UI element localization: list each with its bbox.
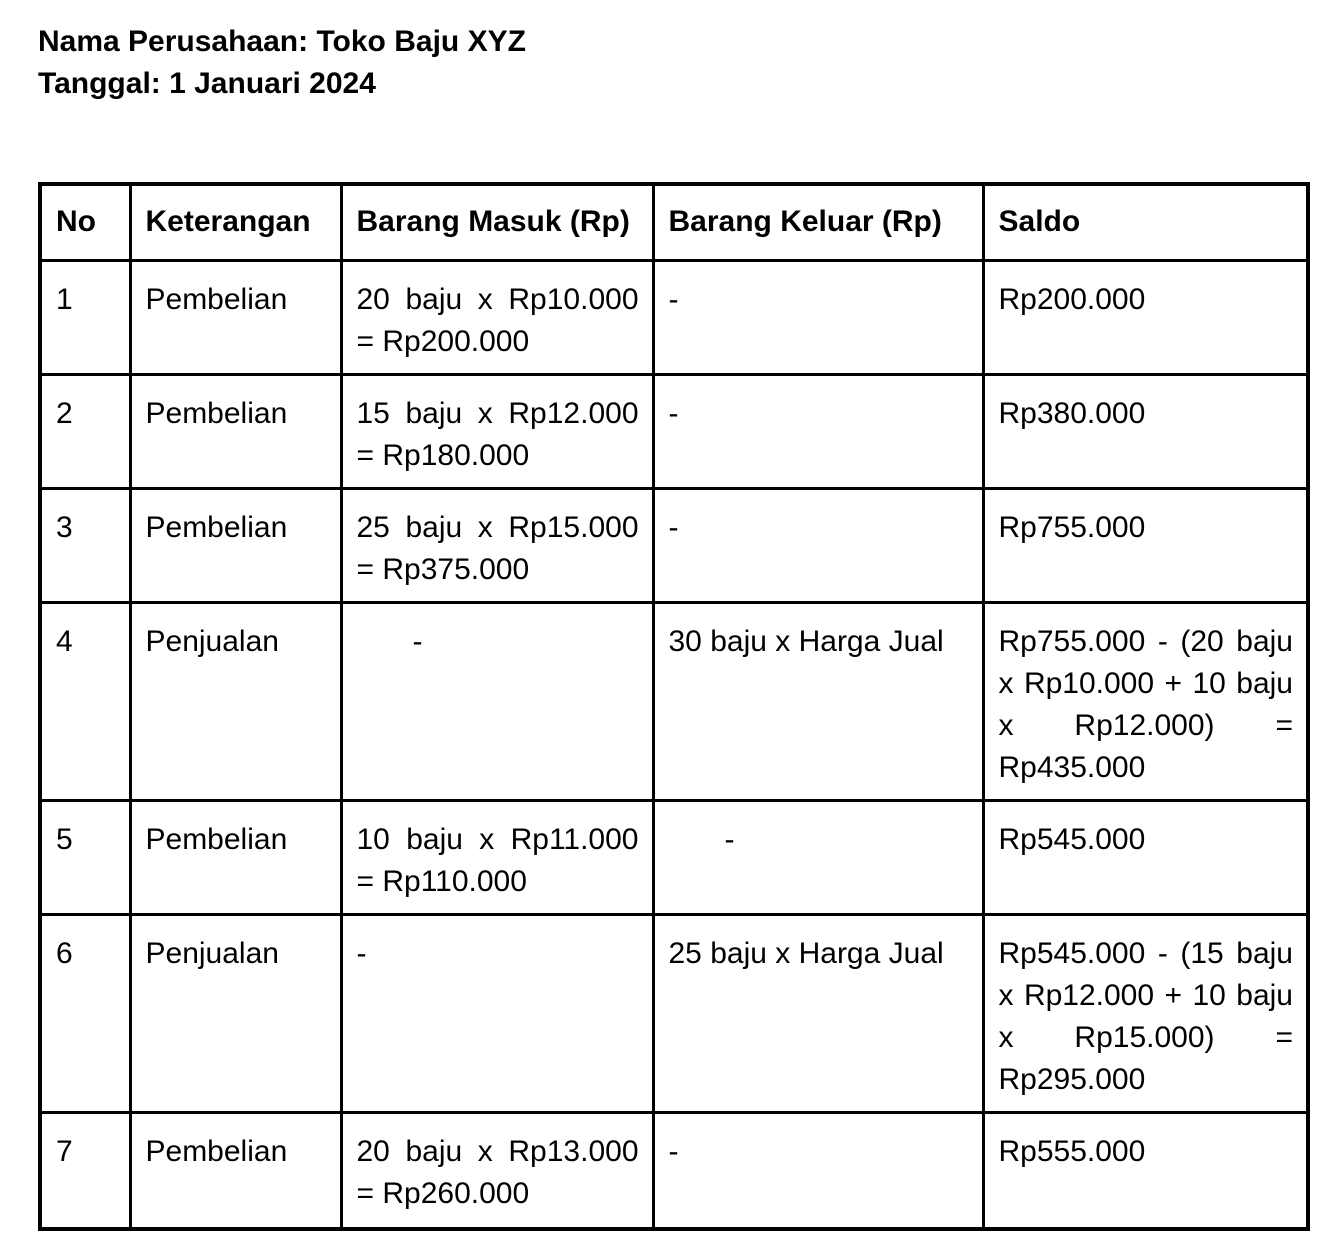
cell-no: 3 <box>40 488 130 602</box>
cell-barang-keluar: - <box>653 374 983 488</box>
table-row <box>40 260 1308 374</box>
report-date-line: Tanggal: 1 Januari 2024 <box>38 67 376 100</box>
cell-barang-keluar: - <box>653 1112 983 1229</box>
column-header-saldo: Saldo <box>983 184 1308 260</box>
cell-saldo: Rp755.000 - (20 baju x Rp10.000 + 10 baju x Rp12.000) = Rp435.000 <box>983 602 1308 800</box>
cell-barang-masuk: 10 baju x Rp11.000 = Rp110.000 <box>341 800 653 914</box>
column-header-barang-keluar: Barang Keluar (Rp) <box>653 184 983 260</box>
cell-saldo: Rp545.000 <box>983 800 1308 914</box>
cell-barang-keluar: 25 baju x Harga Jual <box>653 914 983 1112</box>
table-row <box>40 488 1308 602</box>
table-row <box>40 800 1308 914</box>
table-row <box>40 1112 1308 1229</box>
cell-barang-masuk: - <box>341 602 653 800</box>
cell-barang-keluar: - <box>653 488 983 602</box>
cell-barang-masuk: 15 baju x Rp12.000 = Rp180.000 <box>341 374 653 488</box>
cell-barang-keluar: 30 baju x Harga Jual <box>653 602 983 800</box>
cell-no: 6 <box>40 914 130 1112</box>
table-row <box>40 914 1308 1112</box>
cell-no: 7 <box>40 1112 130 1229</box>
cell-keterangan: Pembelian <box>130 800 341 914</box>
cell-barang-masuk: 20 baju x Rp13.000 = Rp260.000 <box>341 1112 653 1229</box>
cell-barang-masuk: 20 baju x Rp10.000 = Rp200.000 <box>341 260 653 374</box>
cell-saldo: Rp755.000 <box>983 488 1308 602</box>
cell-saldo: Rp555.000 <box>983 1112 1308 1229</box>
cell-saldo: Rp200.000 <box>983 260 1308 374</box>
cell-barang-keluar: - <box>653 260 983 374</box>
table-header-row <box>40 184 1308 260</box>
cell-barang-masuk: 25 baju x Rp15.000 = Rp375.000 <box>341 488 653 602</box>
cell-no: 1 <box>40 260 130 374</box>
column-header-barang-masuk: Barang Masuk (Rp) <box>341 184 653 260</box>
cell-no: 4 <box>40 602 130 800</box>
column-header-keterangan: Keterangan <box>130 184 341 260</box>
cell-no: 2 <box>40 374 130 488</box>
cell-barang-keluar: - <box>653 800 983 914</box>
cell-saldo: Rp380.000 <box>983 374 1308 488</box>
table-row <box>40 602 1308 800</box>
cell-keterangan: Pembelian <box>130 260 341 374</box>
cell-keterangan: Pembelian <box>130 488 341 602</box>
inventory-ledger-table <box>38 182 1310 1231</box>
cell-keterangan: Pembelian <box>130 1112 341 1229</box>
cell-keterangan: Pembelian <box>130 374 341 488</box>
document-header <box>38 21 1334 105</box>
table-row <box>40 374 1308 488</box>
cell-keterangan: Penjualan <box>130 602 341 800</box>
cell-keterangan: Penjualan <box>130 914 341 1112</box>
cell-saldo: Rp545.000 - (15 baju x Rp12.000 + 10 baju x Rp15.000) = Rp295.000 <box>983 914 1308 1112</box>
cell-barang-masuk: - <box>341 914 653 1112</box>
company-name-line: Nama Perusahaan: Toko Baju XYZ <box>38 25 526 58</box>
cell-no: 5 <box>40 800 130 914</box>
column-header-no: No <box>40 184 130 260</box>
